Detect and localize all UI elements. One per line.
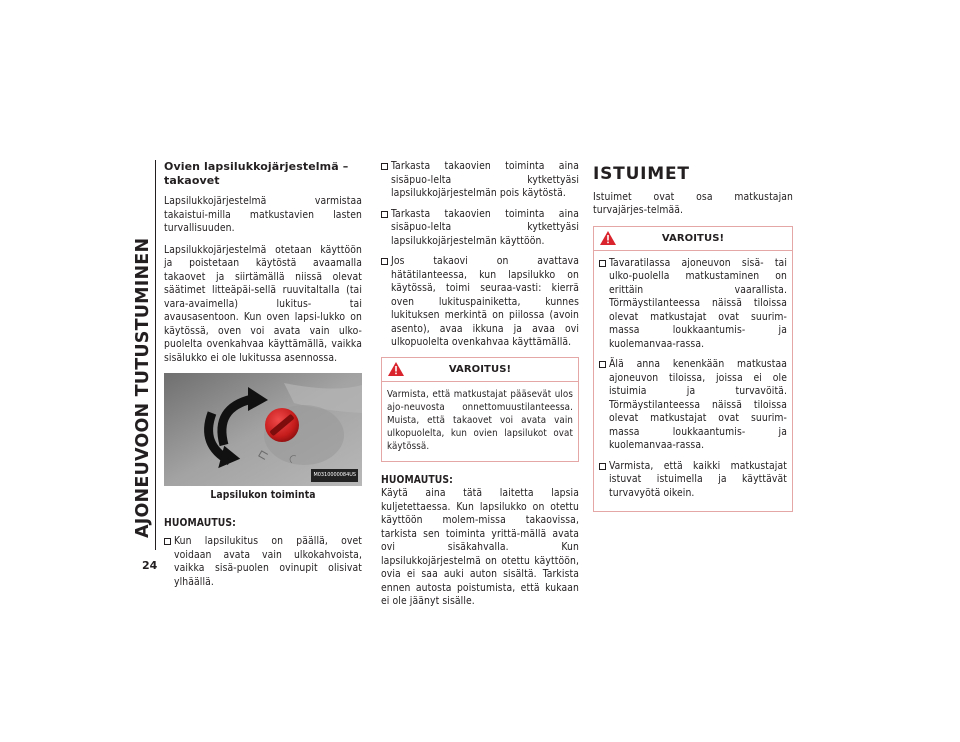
warning-body [382,382,578,461]
warning-label: VAROITUS! [661,232,725,244]
warning-box [381,357,579,462]
bullet-square-icon [381,163,388,170]
list-item-text: Jos takaovi on avattava hätätilanteessa, kun lapsilukko on käytössä, toimi seuraa-vasti: kierrä oven lukituspainiketta, kunnes lukituksen merkintä on piilossa (avoin asento), avaa ikkuna ja avaa ovi ulkopuolelta ovenkahvaa käyttämällä. [391,255,579,348]
bullet-square-icon [599,463,606,470]
list-item-text: Varmista, että kaikki matkustajat istuvat istuimella ja käyttävät turvavyötä oikein. [609,459,787,499]
bullet-square-icon [381,211,388,218]
bullet-square-icon [381,258,388,265]
list-item [599,358,787,453]
section-title-text: AJONEUVOON TUTUSTUMINEN [133,237,153,538]
section-title-vertical [131,160,153,540]
figure-caption: Lapsilukon toiminta [210,489,316,501]
bullet-square-icon [599,260,606,267]
section-heading-seats: ISTUIMET [593,164,690,184]
warning-box [593,226,793,513]
warning-header [382,358,578,382]
list-item-text: Tarkasta takaovien toiminta aina sisäpuo-lelta kytkettyäsi lapsilukkojärjestelmän käyttöön. [391,207,579,247]
warning-body [594,251,792,512]
list-item-text: Älä anna kenenkään matkustaa ajoneuvon tiloissa, joissa ei ole istuimia ja turvavöitä. Törmäystilanteessa näissä tiloissa olevat matkustajat ovat suurim-massa loukkaantumis- ja kuolemanvaa-rassa. [609,358,787,451]
list-item-text: Tarkasta takaovien toiminta aina sisäpuo-lelta kytkettyäsi lapsilukkojärjestelmän pois käytöstä. [391,160,579,199]
list-item [599,257,787,352]
note-heading: HUOMAUTUS: [164,516,236,529]
list-item [599,460,787,501]
child-lock-figure [164,373,362,486]
warning-triangle-icon [600,231,616,245]
bullet-square-icon [599,361,606,368]
paragraph: Lapsilukkojärjestelmä otetaan käyttöön ja poistetaan käytöstä avaamalla takaovet ja siirtämällä niissä olevat säätimet litteäpäi-sellä ruuvitaltalla (tai vara-avaimella) lukitus- tai avausasentoon. Kun oven lapsi-lukko on käytössä, oven voi avata vain ulko-puolelta ovenkahvaa käyttämällä, vaikka sisälukko ei ole lukitussa asennossa. [164,243,362,364]
svg-text:◠: ◠ [285,451,302,467]
note-text: Käytä aina tätä laitetta lapsia kuljetettaessa. Kun lapsilukko on otettu käyttöön molem-missa takaovissa, tarkista sen toiminta yrittä-mällä avata ovi sisäkahvalla. Kun lapsilukkojärjestelmä on otettu käyttöön, ovia ei saa auki auton sisältä. Tarkista ennen autosta poistumista, että kukaan ei ole jäänyt sisälle. [381,487,579,607]
list-item-text: Kun lapsilukitus on päällä, ovet voidaan avata vain ulkokahvoista, vaikka sisä-puolen ovinupit olisivat ylhäällä. [174,535,362,588]
note-heading: HUOMAUTUS: [381,473,453,486]
paragraph: Lapsilukkojärjestelmä varmistaa takaistui-milla matkustavien lasten turvallisuuden. [164,195,362,234]
warning-triangle-icon [388,362,404,376]
column-1 [164,160,362,596]
figure-code: M0310000084US [311,469,358,483]
list-item [381,160,579,201]
warning-text: Varmista, että matkustajat pääsevät ulos ajo-neuvosta onnettomuustilanteessa. Muista, että takaovet voi avata vain ulkopuolelta, kun ovien lapsilukot ovat käytössä. [387,388,573,452]
list-item [164,535,362,589]
column-3 [593,160,793,524]
bullet-square-icon [164,538,171,545]
paragraph: Istuimet ovat osa matkustajan turvajärjes-telmää. [593,190,793,216]
section-heading-child-locks: Ovien lapsilukkojärjestelmä – takaovet [164,160,349,187]
svg-text:⊓: ⊓ [254,447,272,463]
page-number: 24 [142,559,158,572]
section-divider-rule [155,160,156,550]
warning-label: VAROITUS! [448,363,512,375]
list-item [381,208,579,249]
column-2 [381,160,579,617]
list-item [381,255,579,350]
list-item-text: Tavaratilassa ajoneuvon sisä- tai ulko-puolella matkustaminen on erittäin vaarallista. Törmäystilanteessa näissä tiloissa olevat matkustajat ovat suurim-massa loukkaantumis- ja kuolemanvaa-rassa. [609,256,787,350]
warning-header [594,227,792,251]
